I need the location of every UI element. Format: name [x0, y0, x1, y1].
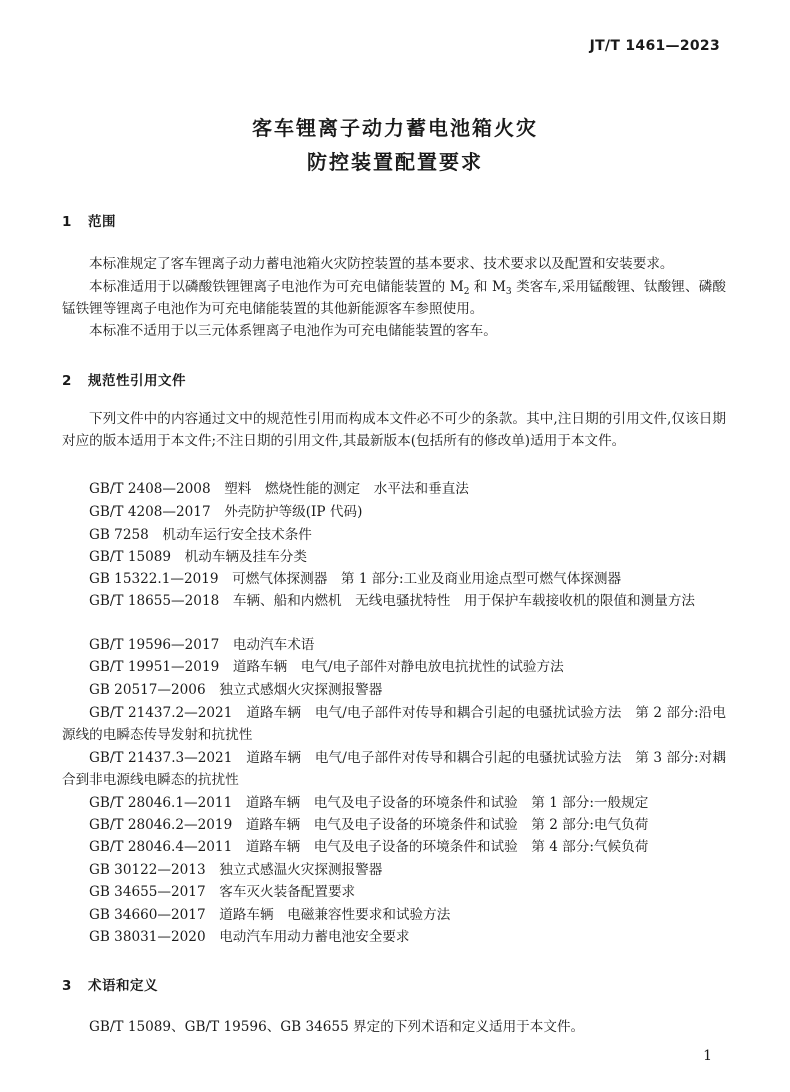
- standard-code: JT/T 1461—2023: [589, 38, 720, 54]
- section-title: 术语和定义: [88, 978, 158, 994]
- section-number: 3: [62, 978, 72, 994]
- reference-item: GB 34655—2017 客车灭火装备配置要求: [89, 884, 356, 900]
- section-number: 1: [62, 214, 72, 230]
- terms-paragraph: GB/T 15089、GB/T 19596、GB 34655 界定的下列术语和定义适用于本文件。: [89, 1019, 585, 1035]
- reference-item: GB 7258 机动车运行安全技术条件: [89, 527, 312, 543]
- reference-item: GB 30122—2013 独立式感温火灾探测报警器: [89, 862, 383, 878]
- scope-p2-text-c: 类客车,采用锰酸锂、钛酸锂、磷酸锰铁锂等锂离子电池作为可充电储能装置的其他新能源客车参照使用。: [62, 279, 726, 317]
- reference-item: GB 38031—2020 电动汽车用动力蓄电池安全要求: [89, 929, 410, 945]
- reference-item: GB/T 18655—2018 车辆、船和内燃机 无线电骚扰特性 用于保护车载接收机的限值和测量方法: [89, 593, 696, 609]
- scope-paragraph-2: [62, 276, 726, 320]
- reference-item: GB 34660—2017 道路车辆 电磁兼容性要求和试验方法: [89, 907, 451, 923]
- reference-item: GB/T 4208—2017 外壳防护等级(IP 代码): [89, 504, 363, 520]
- scope-p2-sub-2: 3: [505, 287, 512, 297]
- reference-item: GB/T 19951—2019 道路车辆 电气/电子部件对静电放电抗扰性的试验方法: [89, 659, 564, 675]
- reference-item: GB/T 28046.2—2019 道路车辆 电气及电子设备的环境条件和试验 第 2 部分:电气负荷: [89, 817, 649, 833]
- reference-item: GB/T 19596—2017 电动汽车术语: [89, 637, 315, 653]
- references-intro: 下列文件中的内容通过文中的规范性引用而构成本文件必不可少的条款。其中,注日期的引用文件,仅该日期对应的版本适用于本文件;不注日期的引用文件,其最新版本(包括所有的修改单)适用于本文件。: [62, 411, 726, 449]
- scope-p2-text-a: 本标准适用于以磷酸铁锂锂离子电池作为可充电储能装置的 M: [89, 279, 464, 295]
- document-title-line1: 客车锂离子动力蓄电池箱火灾: [252, 116, 538, 140]
- reference-item: GB 20517—2006 独立式感烟火灾探测报警器: [89, 682, 383, 698]
- section-heading-references: [62, 369, 186, 389]
- scope-p2-sub-1: 2: [463, 287, 470, 297]
- section-heading-terms: [62, 974, 158, 994]
- scope-paragraph-1: 本标准规定了客车锂离子动力蓄电池箱火灾防控装置的基本要求、技术要求以及配置和安装要求。: [89, 256, 674, 272]
- section-title: 范围: [88, 214, 116, 230]
- reference-item: GB/T 2408—2008 塑料 燃烧性能的测定 水平法和垂直法: [89, 481, 469, 497]
- reference-item: GB/T 21437.3—2021 道路车辆 电气/电子部件对传导和耦合引起的电骚扰试验方法 第 3 部分:对耦合到非电源线电瞬态的抗扰性: [62, 750, 726, 788]
- reference-item: GB/T 28046.1—2011 道路车辆 电气及电子设备的环境条件和试验 第 1 部分:一般规定: [89, 795, 649, 811]
- reference-item: GB/T 28046.4—2011 道路车辆 电气及电子设备的环境条件和试验 第 4 部分:气候负荷: [89, 839, 649, 855]
- reference-item: GB/T 21437.2—2021 道路车辆 电气/电子部件对传导和耦合引起的电骚扰试验方法 第 2 部分:沿电源线的电瞬态传导发射和抗扰性: [62, 705, 726, 743]
- section-title: 规范性引用文件: [88, 373, 186, 389]
- page-number: 1: [703, 1048, 712, 1064]
- section-heading-scope: [62, 210, 116, 230]
- scope-p2-text-b: 和 M: [469, 279, 506, 295]
- scope-paragraph-3: 本标准不适用于以三元体系锂离子电池作为可充电储能装置的客车。: [89, 323, 497, 339]
- section-number: 2: [62, 373, 72, 389]
- document-title-line2: 防控装置配置要求: [307, 150, 483, 174]
- reference-item: GB 15322.1—2019 可燃气体探测器 第 1 部分:工业及商业用途点型可燃气体探测器: [89, 571, 622, 587]
- reference-item: GB/T 15089 机动车辆及挂车分类: [89, 549, 307, 565]
